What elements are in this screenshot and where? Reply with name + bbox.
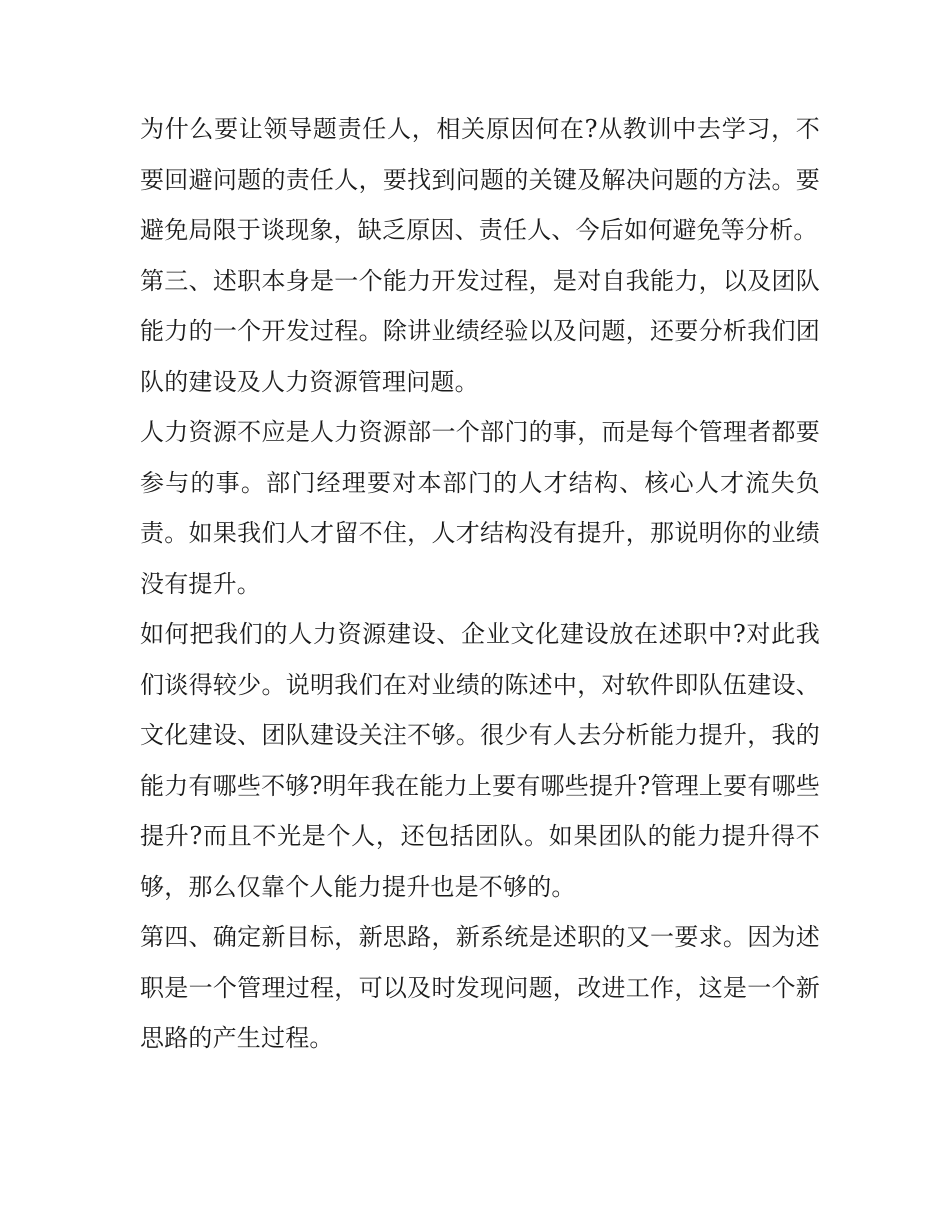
paragraph-culture-building: 如何把我们的人力资源建设、企业文化建设放在述职中?对此我们谈得较少。说明我们在对业绩的陈述中，对软件即队伍建设、文化建设、团队建设关注不够。很少有人去分析能力提升，我的能力有哪些不够?明年我在能力上要有哪些提升?管理上要有哪些提升?而且不光是个人，还包括团队。如果团队的能力提升得不够，那么仅靠个人能力提升也是不够的。 <box>140 620 820 901</box>
paragraph-accountability: 为什么要让领导题责任人，相关原因何在?从教训中去学习，不要回避问题的责任人，要找到问题的关键及解决问题的方法。要避免局限于谈现象，缺乏原因、责任人、今后如何避免等分析。 <box>140 115 820 244</box>
paragraph-fourth-point: 第四、确定新目标，新思路，新系统是述职的又一要求。因为述职是一个管理过程，可以及时发现问题，改进工作，这是一个新思路的产生过程。 <box>140 923 820 1052</box>
body-text <box>140 104 820 1064</box>
paragraph-human-resources: 人力资源不应是人力资源部一个部门的事，而是每个管理者都要参与的事。部门经理要对本部门的人才结构、核心人才流失负责。如果我们人才留不住，人才结构没有提升，那说明你的业绩没有提升。 <box>140 418 820 598</box>
paragraph-third-point: 第三、述职本身是一个能力开发过程，是对自我能力，以及团队能力的一个开发过程。除讲业绩经验以及问题，还要分析我们团队的建设及人力资源管理问题。 <box>140 266 820 396</box>
